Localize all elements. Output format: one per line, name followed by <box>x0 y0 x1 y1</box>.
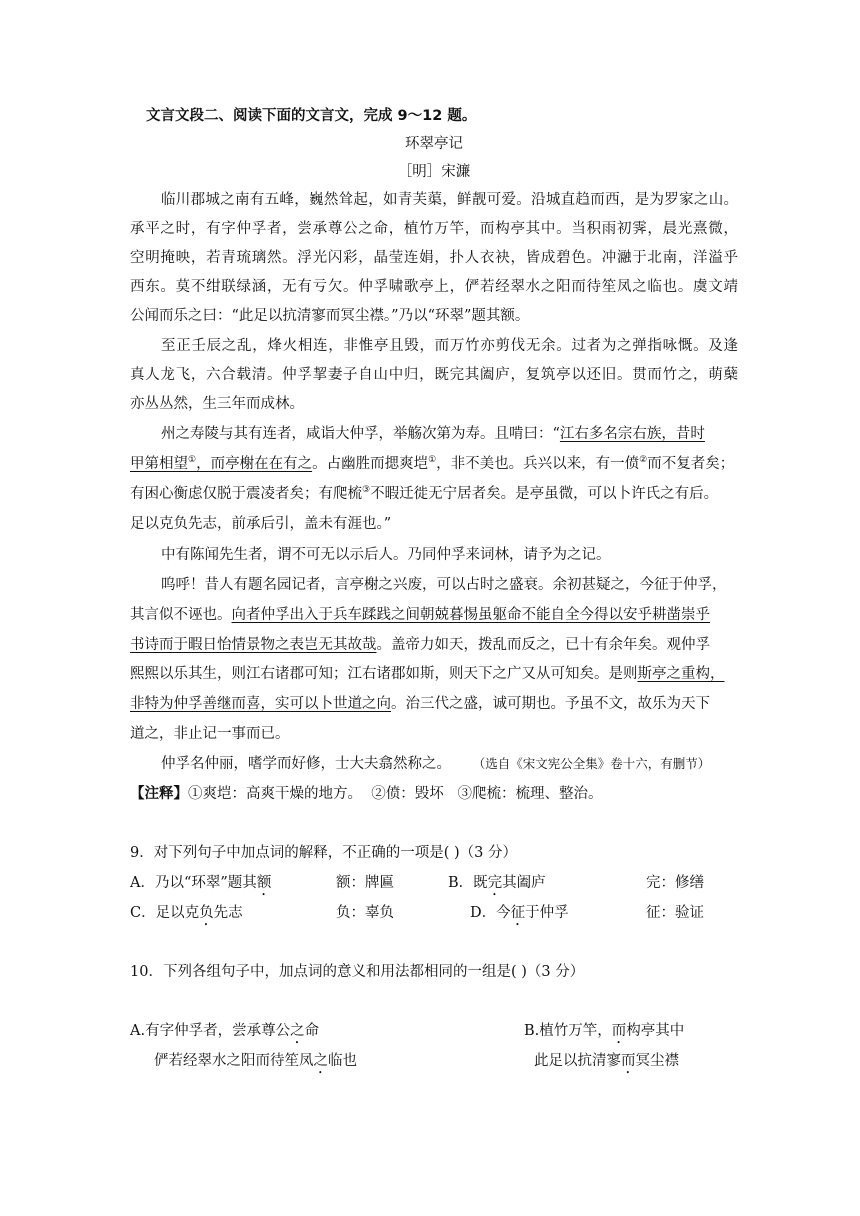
q10-option-a-line2: 俨若经翠水之阳而待笙凤之临也 <box>154 1053 357 1069</box>
q10-option-a-line1: A.有字仲孚者，尝承尊公之命 <box>130 1023 320 1039</box>
q9-option-a: A．乃以“环翠”题其额 <box>130 875 272 891</box>
essay-line: 有困心衡虑仅脱于震凌者矣；有爬梳③不暇迁徙无宁居者矣。是亭虽微，可以卜许氏之有后。 <box>130 485 719 502</box>
underlined-sentence: 甲第相望①，而亭榭在在有之 <box>130 455 313 472</box>
essay-line: 临川郡城之南有五峰，巍然耸起，如青芙蕖，鲜靓可爱。沿城直趋而西，是为罗家之山。 <box>161 192 738 208</box>
underlined-sentence: 向者仲孚出入于兵车蹂践之间朝兢暮惕虽躯命不能自全今得以安乎耕凿崇乎 <box>231 607 710 623</box>
underlined-sentence: 非特为仲孚善继而喜，实可以卜世道之向 <box>130 696 391 712</box>
essay-line: 仲孚名仲丽，嗜学而好修，士大夫翕然称之。 （选自《宋文宪公全集》卷十六，有删节） <box>161 756 711 772</box>
essay-line: 真人龙飞，六合载清。仲孚挈妻子自山中归，既完其阖庐，复筑亭以还旧。贯而竹之，萌蘖 <box>130 367 738 383</box>
essay-line: 书诗而于暇日怡情景物之表岂无其故哉。盖帝力如天，拨乱而反之，已十有余年矣。观仲孚 <box>130 637 710 653</box>
q10-option-b-line1: B.植竹万竿，而构亭其中 <box>524 1023 685 1039</box>
essay-line: 至正壬辰之乱，烽火相连，非惟亭且毁，而万竹亦剪伐无余。过者为之弹指咏慨。及逢 <box>161 338 738 354</box>
essay-line: 公闻而乐之曰：“此足以抗清寥而冥尘襟。”乃以“环翠”题其额。 <box>130 308 530 324</box>
section-heading: 文言文段二、阅读下面的文言文，完成 9～12 题。 <box>146 108 477 124</box>
essay-line: 道之，非止记一事而已。 <box>130 726 290 742</box>
underlined-sentence: 江右多名宗右族，昔时 <box>559 426 705 442</box>
essay-line: 熙熙以乐其生，则江右诸郡可知；江右诸郡如斯，则天下之广又从可知矣。是则斯亭之重构， <box>130 666 725 682</box>
q9-option-b: B．既完其阖庐 <box>448 875 546 891</box>
q9-gloss-c: 负：辜负 <box>336 905 394 921</box>
underlined-sentence: 斯亭之重构， <box>637 666 725 682</box>
source-citation: （选自《宋文宪公全集》卷十六，有删节） <box>479 756 711 771</box>
underlined-sentence: 书诗而于暇日怡情景物之表岂无其故哉 <box>130 637 377 653</box>
q9-stem: 9．对下列句子中加点词的解释，不正确的一项是( )（3 分） <box>130 845 517 861</box>
essay-line: 呜呼！昔人有题名园记者，言亭榭之兴废，可以占时之盛衰。余初甚疑之，今征于仲孚， <box>161 577 727 593</box>
essay-title: 环翠亭记 <box>405 136 463 152</box>
essay-line: 其言似不诬也。向者仲孚出入于兵车蹂践之间朝兢暮惕虽躯命不能自全今得以安乎耕凿崇乎 <box>130 607 710 623</box>
q9-gloss-b: 完：修缮 <box>646 875 704 891</box>
q9-option-d: D．今征于仲孚 <box>470 905 569 921</box>
essay-line: 甲第相望①，而亭榭在在有之。占幽胜而揌爽垲①，非不美也。兵兴以来，有一偾②而不复者矣； <box>130 455 735 472</box>
essay-line: 非特为仲孚善继而喜，实可以卜世道之向。治三代之盛，诚可期也。予虽不文，故乐为天下 <box>130 696 710 712</box>
essay-line: 足以克负先志，前承后引，盖未有涯也。” <box>130 516 392 532</box>
notes-label: 【注释】 <box>130 785 188 802</box>
q10-stem: 10．下列各组句子中，加点词的意义和用法都相同的一组是( )（3 分） <box>130 964 585 980</box>
notes: 【注释】①爽垲：高爽干燥的地方。 ②偾：毁坏 ③爬梳：梳理、整治。 <box>130 785 603 802</box>
q9-option-c: C．足以克负先志 <box>130 905 243 921</box>
essay-line: 承平之时，有字仲孚者，尝承尊公之命，植竹万竿，而构亭其中。当积雨初霁，晨光熹微， <box>130 221 738 237</box>
essay-line: 亦丛丛然，生三年而成林。 <box>130 396 304 412</box>
q10-option-b-line2: 此足以抗清寥而冥尘襟 <box>534 1053 679 1069</box>
essay-line: 州之寿陵与其有连者，咸诣大仲孚，举觞次第为寿。且啃曰：“江右多名宗右族，昔时 <box>161 426 705 442</box>
essay-line: 西东。莫不绀联绿涵，无有亏欠。仲孚啸歌亭上，俨若经翠水之阳而待笙凤之临也。虞文靖 <box>130 279 738 295</box>
essay-line: 空明掩映，若青琉璃然。浮光闪彩，晶莹连娟，扑人衣袂，皆成碧色。冲瀜于北南，洋溢乎 <box>130 250 738 266</box>
q9-gloss-a: 额：牌匾 <box>336 875 394 891</box>
essay-line: 中有陈闻先生者，谓不可无以示后人。乃同仲孚来词林，请予为之记。 <box>161 547 611 563</box>
essay-author: ［明］宋濂 <box>397 164 471 180</box>
q9-gloss-d: 征：验证 <box>646 905 704 921</box>
